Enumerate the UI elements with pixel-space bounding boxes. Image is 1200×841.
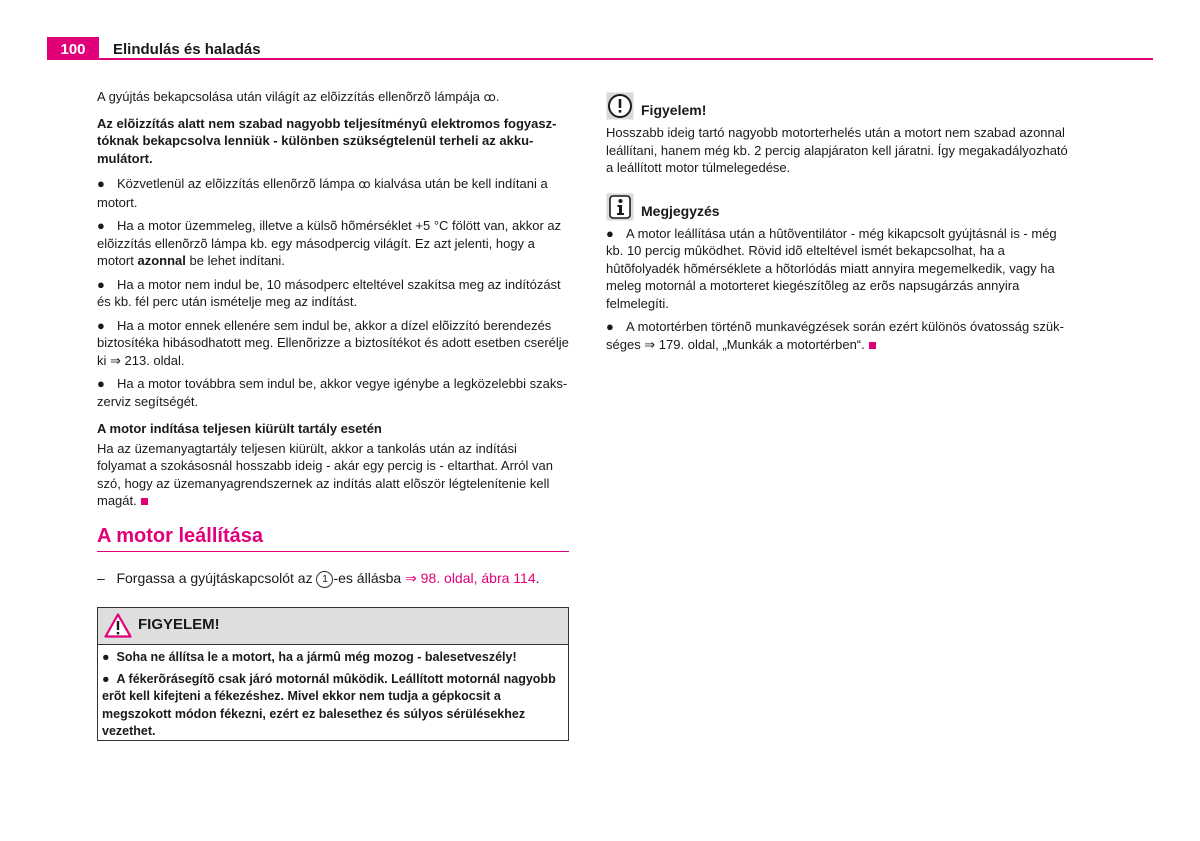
warning-text: Soha ne állítsa le a motort, ha a jármû még mozog - balesetveszély! [116, 650, 517, 664]
chapter-title: Elindulás és haladás [113, 41, 261, 58]
position-1-icon: 1 [316, 571, 333, 588]
end-marker-icon [141, 498, 148, 505]
caution-header [606, 92, 1076, 122]
list-item [97, 375, 569, 410]
bullet-text: kialvása után be kell indítani a motort. [97, 176, 548, 210]
note-title: Megjegyzés [641, 202, 720, 219]
step-end: . [535, 570, 540, 586]
bullet-bold: azonnal [137, 253, 186, 268]
bullet-icon: ● [97, 276, 105, 292]
list-item [97, 317, 569, 370]
bullet-text: Közvetlenül az elõizzítás ellenõrzõ lámpa [117, 176, 355, 191]
bullet-icon: ● [97, 317, 105, 333]
page-header [47, 37, 1153, 60]
warning-header [98, 608, 568, 645]
figure-reference-link[interactable]: ⇒ 98. oldal, ábra 114 [405, 570, 536, 586]
warning-box [97, 607, 569, 741]
sub-paragraph-text: Ha az üzemanyagtartály teljesen kiürült, akkor a tankolás után az indítási folyamat a szokásosnál hosszabb ideig - akár egy percig is - eltarthat. Arról van szó, hogy az üzemanyagrendszernek az indítás alatt elõször légtelenítenie kell magát. [97, 440, 553, 508]
right-column [606, 92, 1076, 359]
bold-warning-paragraph: Az elõizzítás alatt nem szabad nagyobb teljesítményû elektromos fogyasz-tóknak bekapcsolva lenniük - különben szükségtelenül terheli az akku-mulátort. [97, 115, 557, 166]
left-column [97, 88, 569, 518]
intro-text: A gyújtás bekapcsolása után világít az elõizzítás ellenõrzõ lámpája [97, 89, 480, 104]
note-header [606, 193, 1076, 223]
glow-plug-icon: ꝏ [358, 177, 371, 191]
intro-end: . [495, 89, 500, 104]
bullet-text: be lehet indítani. [189, 253, 285, 268]
bullet-text: Ha a motor továbbra sem indul be, akkor vegye igénybe a legközelebbi szaks-zerviz segítségét. [97, 376, 568, 409]
list-item [97, 276, 569, 311]
warning-triangle-icon [104, 613, 132, 643]
note-text: A motortérben történõ munkavégzések során ezért különös óvatosság szük-séges ⇒ 179. oldal, „Munkák a motortérben“. [606, 319, 1064, 352]
bullet-icon: ● [606, 225, 614, 241]
caution-text: Hosszabb ideig tartó nagyobb motorterhelés után a motort nem szabad azonnal leállítani, hanem még kb. 2 percig alapjáraton kell járatni. Így megakadályozható a leállított motor túlmelegedése. [606, 125, 1068, 175]
bullet-icon: ● [102, 650, 117, 664]
bullet-icon: ● [97, 218, 105, 233]
warning-text: A fékerõrásegítõ csak járó motornál mûködik. Leállított motornál nagyobb erõt kell kifejteni a fékezéshez. Mivel ekkor nem tudja a gépkocsit a megszokott módon fékezni, ezért ez balesethez és súlyos sérülésekhez vezethet. [102, 671, 556, 738]
bullet-text: Ha a motor nem indul be, 10 másodperc elteltével szakítsa meg az indítózást és kb. fél perc után ismételje meg az indítást. [97, 276, 561, 309]
section-title: A motor leállítása [97, 523, 569, 552]
bullet-text: Ha a motor üzemmeleg, illetve a külsõ hõmérséklet +5 °C fölött van, akkor az elõizzítás ellenõrzõ lámpa kb. egy másodpercig világít. Ez azt jelenti, hogy a motort [97, 218, 562, 268]
list-item [102, 649, 564, 667]
sub-paragraph [97, 440, 569, 510]
step-text: Forgassa a gyújtáskapcsolót az [116, 570, 313, 586]
list-item [606, 225, 1076, 313]
note-text: A motor leállítása után a hûtõventilátor - még kikapcsolt gyújtásnál is - még kb. 10 percig mûködhet. Rövid idõ elteltével ismét bekapcsolhat, ha a hûtõfolyadék hõmérséklete a hõtorlódás miatt annyira megemelkedik, vagy ha meleg motornál a motorteret kiegészítõleg az erõs napsugárzás annyira felmelegíti. [606, 225, 1057, 311]
warning-body [98, 645, 568, 741]
step-text: -es állásba [333, 570, 402, 586]
intro-paragraph [97, 88, 569, 107]
page-number: 100 [47, 37, 99, 60]
bullet-icon: ● [606, 319, 614, 334]
bullet-icon: ● [97, 176, 105, 191]
bullet-icon: ● [102, 671, 117, 686]
bullet-icon: ● [97, 376, 105, 391]
header-rule [99, 58, 1153, 60]
subheading: A motor indítása teljesen kiürült tartály esetén [97, 421, 382, 436]
caution-title: Figyelem! [641, 102, 707, 118]
list-item [97, 175, 569, 211]
end-marker-icon [869, 342, 876, 349]
caution-icon [606, 92, 634, 125]
list-item [606, 318, 1076, 353]
info-icon [606, 193, 634, 226]
glow-plug-icon: ꝏ [483, 90, 496, 104]
step-dash: – [97, 570, 105, 586]
list-item [97, 217, 569, 270]
instruction-step [97, 568, 577, 588]
bullet-text: Ha a motor ennek ellenére sem indul be, akkor a dízel elõizzító berendezés biztosítéka hibásodhatott meg. Ellenõrizze a biztosítékot és adott esetben cserélje ki ⇒ 213. oldal. [97, 317, 569, 368]
warning-title: FIGYELEM! [138, 616, 220, 633]
list-item [102, 671, 564, 741]
